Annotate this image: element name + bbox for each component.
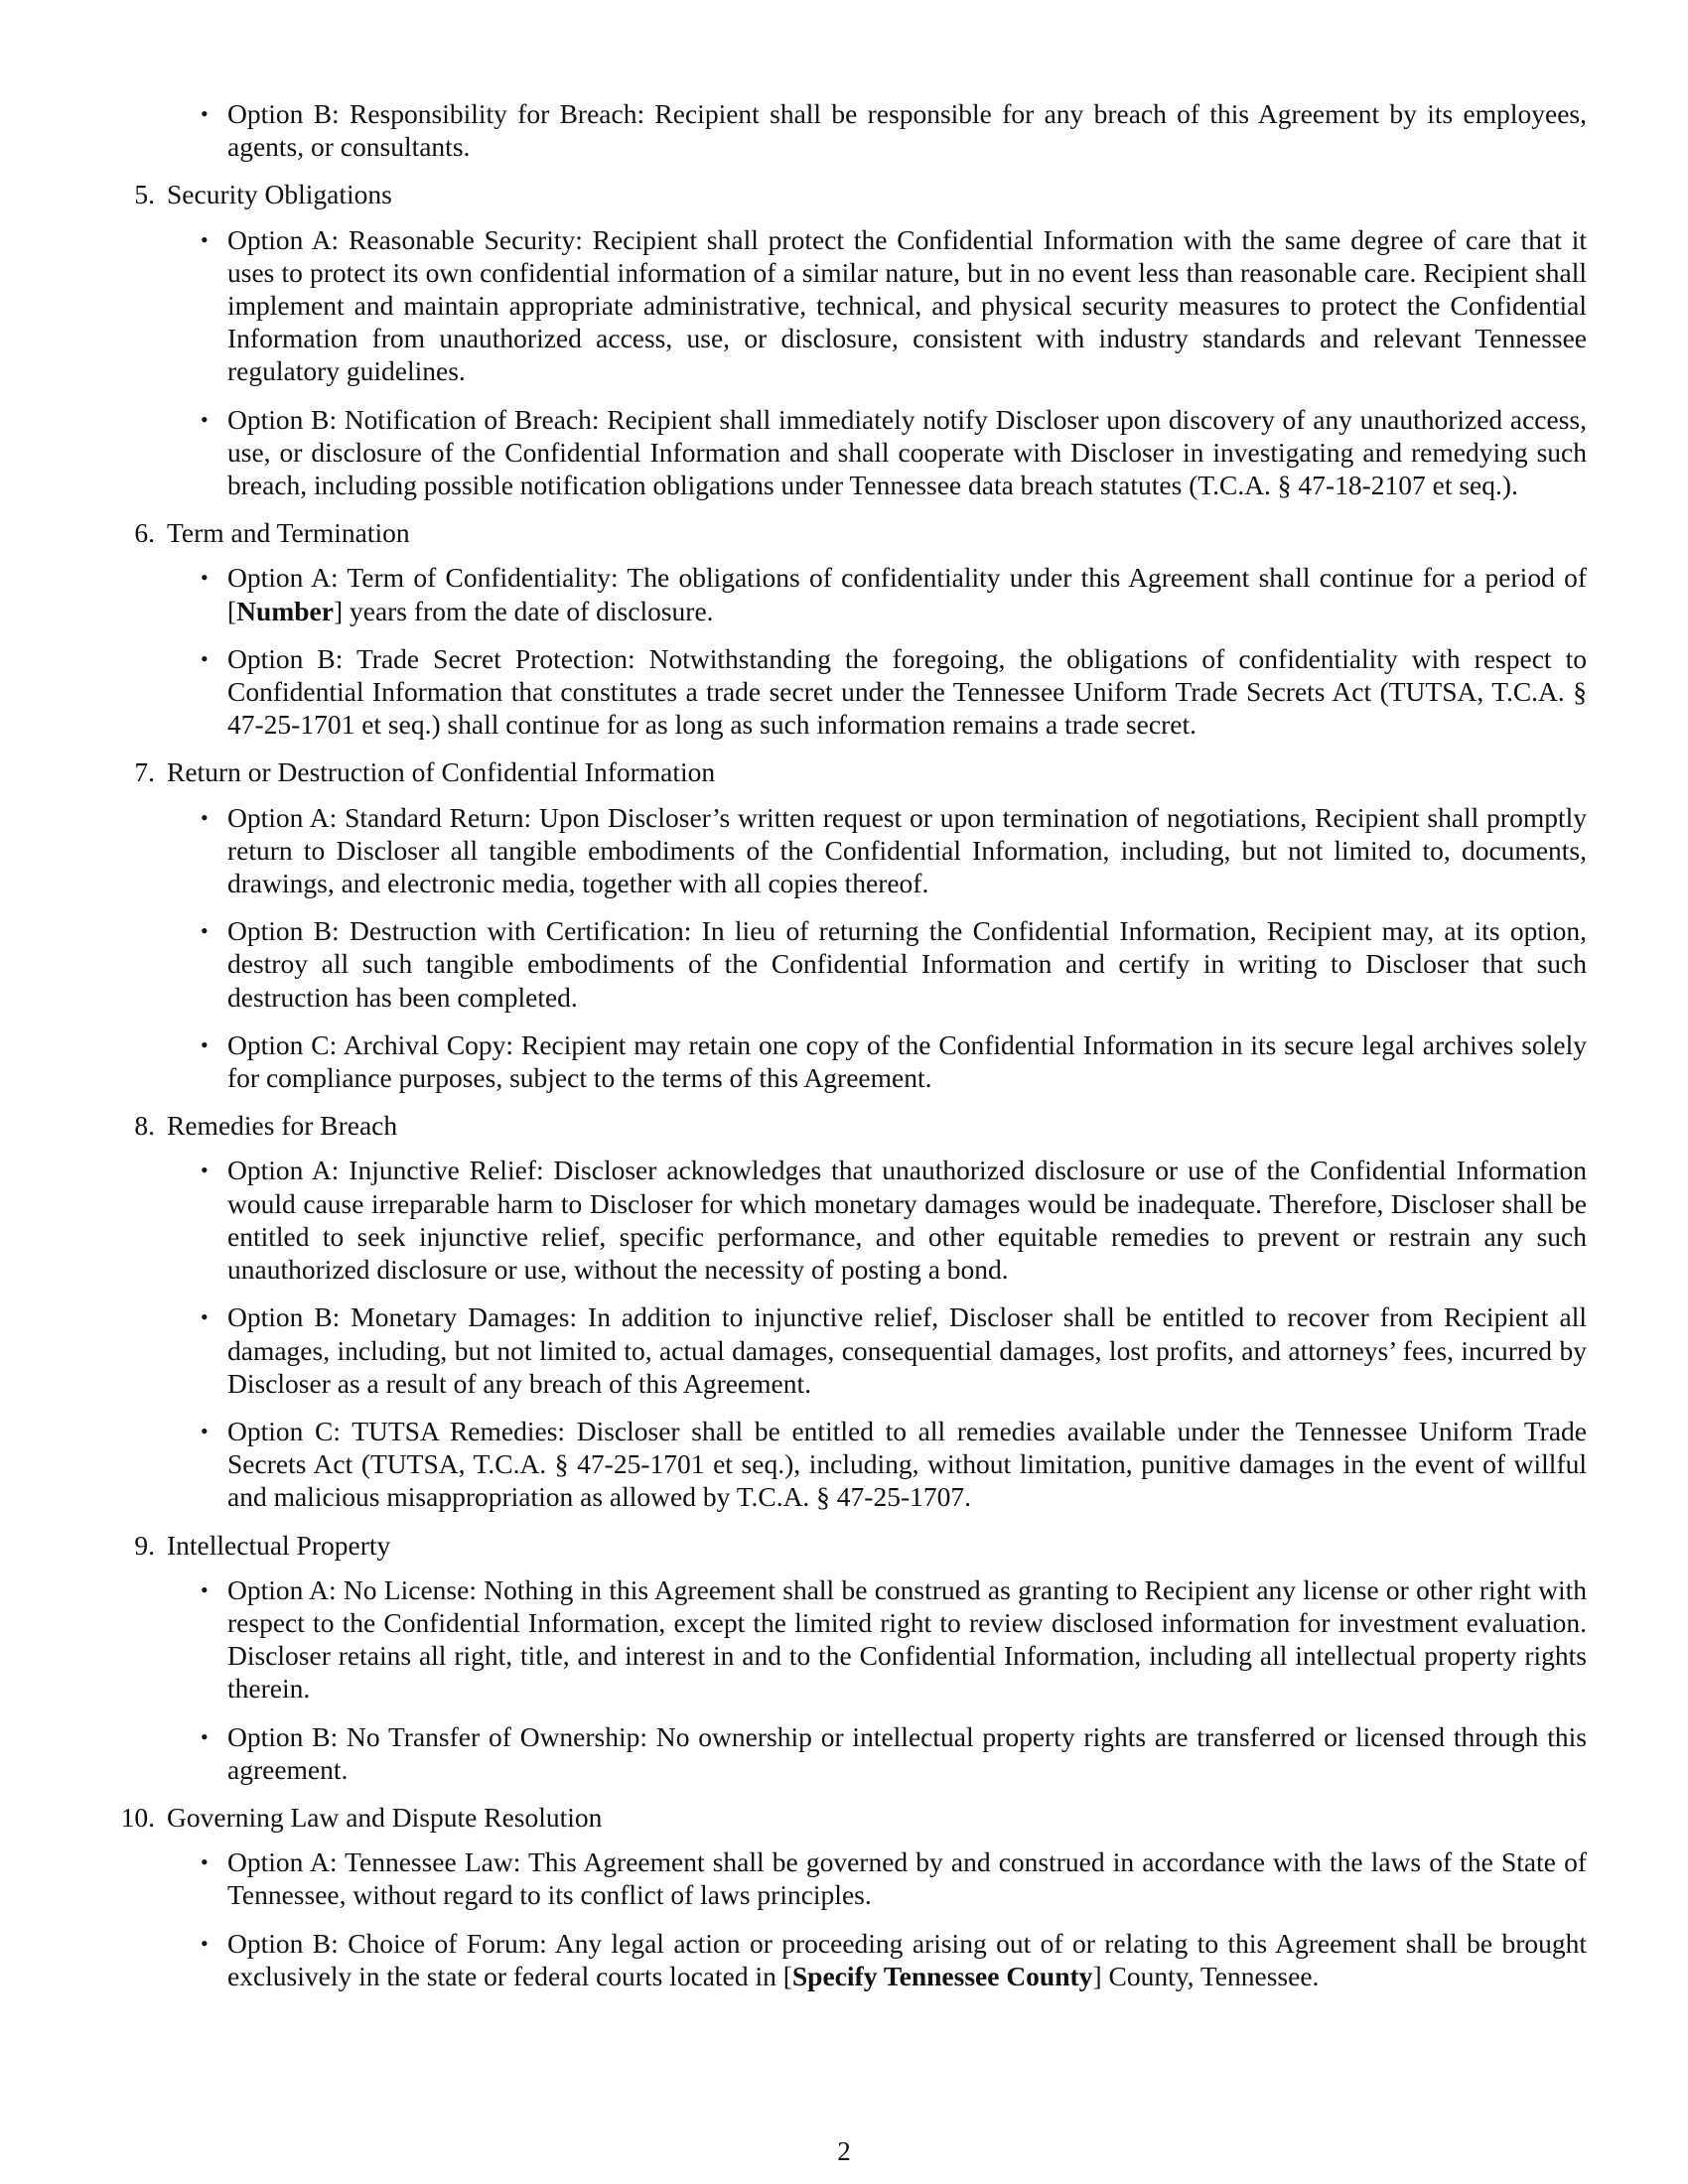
bullet-icon: • xyxy=(201,1158,209,1183)
section-number: 5. xyxy=(134,179,155,210)
option-text: Option B: Destruction with Certification: In lieu of returning the Confidential Information, Recipient may, at its option, destroy all such tangible embodiments of the Confidential Information and certify in writing to Discloser that such destruction has been completed. xyxy=(227,915,1587,1013)
option-item xyxy=(109,1300,1587,1400)
bullet-icon: • xyxy=(201,1418,209,1443)
bullet-icon: • xyxy=(201,1576,209,1602)
bullet-icon: • xyxy=(201,406,209,432)
option-item xyxy=(109,403,1587,502)
option-text: Option A: No License: Nothing in this Agreement shall be construed as granting to Recipient any license or other right with respect to the Confidential Information, except the limited right to review disclosed information for investment evaluation. Discloser retains all right, title, and interest in and to the Confidential Information, including all intellectual property rights therein. xyxy=(227,1573,1587,1705)
option-text: Option B: Trade Secret Protection: Notwithstanding the foregoing, the obligations of confidentiality with respect to Confidential Information that constitutes a trade secret under the Tennessee Uniform Trade Secrets Act (TUTSA, T.C.A. § 47-25-1701 et seq.) shall continue for as long as such information remains a trade secret. xyxy=(227,642,1587,741)
section-9 xyxy=(109,1529,1587,1786)
option-item xyxy=(109,914,1587,1014)
option-text: Option B: Monetary Damages: In addition to injunctive relief, Discloser shall be entitled to recover from Recipient all damages, including, but not limited to, actual damages, consequential damages, lost profits, and attorneys’ fees, incurred by Discloser as a result of any breach of this Agreement. xyxy=(227,1301,1587,1399)
section-number: 9. xyxy=(134,1529,155,1561)
option-list xyxy=(109,561,1587,741)
option-text: Option A: Injunctive Relief: Discloser acknowledges that unauthorized disclosure or use of the Confidential Information would cause irreparable harm to Discloser for which monetary damages would be inadequate. Therefore, Discloser shall be entitled to seek injunctive relief, specific performance, and other equitable remedies to prevent or restrain any such unauthorized disclosure or use, without the necessity of posting a bond. xyxy=(227,1155,1587,1286)
option-item xyxy=(109,223,1587,388)
section-number: 10. xyxy=(120,1801,155,1833)
section-number: 6. xyxy=(134,517,155,549)
option-item xyxy=(109,1845,1587,1911)
option-text: Option C: TUTSA Remedies: Discloser shall be entitled to all remedies available under the Tennessee Uniform Trade Secrets Act (TUTSA, T.C.A. § 47-25-1701 et seq.), including, without limitation, punitive damages in the event of willful and malicious misappropriation as allowed by T.C.A. § 47-25-1707. xyxy=(227,1415,1587,1513)
bullet-icon: • xyxy=(201,101,209,126)
lead-option-text: Recipient shall be responsible for any breach of this Agreement by its employees, agents, or consultants. xyxy=(227,98,1587,163)
option-item xyxy=(109,1028,1587,1094)
option-text: Option A: Tennessee Law: This Agreement shall be governed by and construed in accordance with the laws of the State of Tennessee, without regard to its conflict of laws principles. xyxy=(227,1846,1587,1911)
placeholder-field: Specify Tennessee County xyxy=(791,1960,1093,1991)
option-item xyxy=(109,1415,1587,1514)
section-heading xyxy=(109,1801,1587,1834)
option-list xyxy=(109,1573,1587,1786)
option-text: Option A: Term of Confidentiality: The obligations of confidentiality under this Agreement shall continue for a period of [ xyxy=(227,562,1587,626)
section-8 xyxy=(109,1109,1587,1513)
option-item xyxy=(109,1927,1587,1992)
option-item xyxy=(109,801,1587,900)
placeholder-field: Number xyxy=(236,595,334,626)
section-10 xyxy=(109,1801,1587,1992)
bullet-icon: • xyxy=(201,1031,209,1057)
section-number: 8. xyxy=(134,1110,155,1142)
section-heading xyxy=(109,1529,1587,1562)
option-text: Option B: No Transfer of Ownership: No ownership or intellectual property rights are transferred or licensed through this agreement. xyxy=(227,1720,1587,1785)
option-list xyxy=(109,223,1587,502)
section-title: Intellectual Property xyxy=(167,1529,391,1561)
option-list xyxy=(109,801,1587,1095)
option-item xyxy=(109,1154,1587,1286)
option-list xyxy=(109,1154,1587,1513)
section-title: Security Obligations xyxy=(167,179,392,210)
option-item xyxy=(109,642,1587,742)
section-heading xyxy=(109,178,1587,210)
lead-option xyxy=(109,97,1587,163)
bullet-icon: • xyxy=(201,226,209,252)
section-heading xyxy=(109,755,1587,788)
option-list xyxy=(109,1845,1587,1992)
option-text: ] years from the date of disclosure. xyxy=(333,595,714,626)
bullet-icon: • xyxy=(201,1723,209,1749)
section-heading xyxy=(109,516,1587,549)
section-heading xyxy=(109,1109,1587,1142)
section-title: Return or Destruction of Confidential Information xyxy=(167,756,716,788)
section-title: Term and Termination xyxy=(167,517,410,549)
section-7 xyxy=(109,755,1587,1094)
section-number: 7. xyxy=(134,756,155,788)
section-list xyxy=(109,178,1587,1992)
lead-option-list xyxy=(109,97,1587,163)
bullet-icon: • xyxy=(201,804,209,830)
option-item xyxy=(109,561,1587,626)
bullet-icon: • xyxy=(201,645,209,671)
bullet-icon: • xyxy=(201,1849,209,1875)
bullet-icon: • xyxy=(201,565,209,591)
bullet-icon: • xyxy=(201,918,209,944)
option-text: Option C: Archival Copy: Recipient may retain one copy of the Confidential Information in its secure legal archives solely for compliance purposes, subject to the terms of this Agreement. xyxy=(227,1028,1587,1094)
bullet-icon: • xyxy=(201,1930,209,1956)
option-text: Option A: Reasonable Security: Recipient shall protect the Confidential Information with the same degree of care that it uses to protect its own confidential information of a similar nature, but in no event less than reasonable care. Recipient shall implement and maintain appropriate administrative, technical, and physical security measures to protect the Confidential Information from unauthorized access, use, or disclosure, consistent with industry standards and relevant Tennessee regulatory guidelines. xyxy=(227,223,1587,387)
option-text: Option A: Standard Return: Upon Discloser’s written request or upon termination of negotiations, Recipient shall promptly return to Discloser all tangible embodiments of the Confidential Information, including, but not limited to, documents, drawings, and electronic media, together with all copies thereof. xyxy=(227,801,1587,899)
option-text: Option B: Choice of Forum: Any legal action or proceeding arising out of or relating to this Agreement shall be brought exclusively in the state or federal courts located in [ xyxy=(227,1927,1587,1991)
page-number: 2 xyxy=(837,2136,851,2166)
option-text: Option B: Notification of Breach: Recipient shall immediately notify Discloser upon discovery of any unauthorized access, use, or disclosure of the Confidential Information and shall cooperate with Discloser in investigating and remedying such breach, including possible notification obligations under Tennessee data breach statutes (T.C.A. § 47-18-2107 et seq.). xyxy=(227,403,1587,501)
section-5 xyxy=(109,178,1587,501)
section-title: Governing Law and Dispute Resolution xyxy=(167,1801,603,1833)
option-text: ] County, Tennessee. xyxy=(1092,1960,1320,1991)
section-6 xyxy=(109,516,1587,741)
document-body xyxy=(109,97,1587,2007)
lead-option-label: Option B: Responsibility for Breach: xyxy=(227,98,645,129)
option-item xyxy=(109,1720,1587,1786)
section-title: Remedies for Breach xyxy=(167,1110,398,1142)
option-item xyxy=(109,1573,1587,1706)
bullet-icon: • xyxy=(201,1304,209,1330)
